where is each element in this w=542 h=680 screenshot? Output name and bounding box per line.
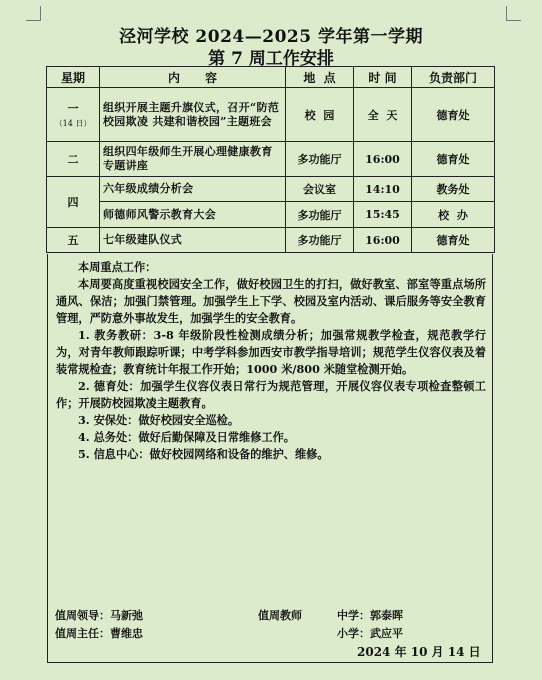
dept-cell: 教务处 xyxy=(412,177,495,202)
time-cell: 全 天 xyxy=(354,88,412,142)
dept-cell: 德育处 xyxy=(412,88,495,142)
col-header-day: 星期 xyxy=(47,67,100,88)
table-row xyxy=(47,228,495,253)
notes-item: 5. 信息中心：做好校园网络和设备的维护、维修。 xyxy=(78,447,329,461)
table-header-row xyxy=(47,67,495,88)
time-cell: 14:10 xyxy=(354,177,412,202)
document-title: 泾河学校 2024—2025 学年第一学期 xyxy=(119,27,423,47)
duty-teacher-middle: 中学：郭泰晖 xyxy=(337,609,403,622)
crop-mark-top-right xyxy=(506,6,521,21)
notes-item: 3. 安保处：做好校园安全巡检。 xyxy=(78,413,240,427)
notes-intro: 本周要高度重视校园安全工作，做好校园卫生的打扫，做好教室、部室等重点场所通风、保洁；加强门禁管理。加强学生上下学、校园及室内活动、课后服务等安全教育管理，严防意外事故发生，加强学生的安全教育。 xyxy=(56,277,486,325)
notes-heading: 本周重点工作： xyxy=(78,260,157,274)
col-header-place: 地 点 xyxy=(286,67,354,88)
document-date: 2024 年 10 月 14 日 xyxy=(357,645,481,659)
day-cell: 四 xyxy=(47,177,100,228)
place-cell: 多功能厅 xyxy=(286,202,354,228)
duty-teacher-primary: 小学：武应平 xyxy=(337,627,403,640)
place-cell: 会议室 xyxy=(286,177,354,202)
content-cell: 六年级成绩分析会 xyxy=(100,177,286,202)
day-cell xyxy=(47,88,100,142)
dept-cell: 德育处 xyxy=(412,142,495,177)
content-cell: 师德师风警示教育大会 xyxy=(100,202,286,228)
col-header-time: 时 间 xyxy=(354,67,412,88)
document-subtitle: 第 7 周工作安排 xyxy=(208,49,334,69)
crop-mark-top-left xyxy=(26,6,41,21)
weekly-notes xyxy=(47,254,493,663)
duty-leader: 值周领导：马新弛 xyxy=(55,609,143,622)
place-cell: 多功能厅 xyxy=(286,142,354,177)
table-row xyxy=(47,88,495,142)
col-header-dept: 负责部门 xyxy=(412,67,495,88)
dept-cell: 校 办 xyxy=(412,202,495,228)
day-cell: 二 xyxy=(47,142,100,177)
notes-item: 4. 总务处：做好后勤保障及日常维修工作。 xyxy=(78,430,295,444)
notes-item: 2. 德育处：加强学生仪容仪表日常行为规范管理，开展仪容仪表专项检查整顿工作；开展防校园欺凌主题教育。 xyxy=(56,379,486,410)
day-note: （14 日） xyxy=(54,119,92,128)
content-cell: 组织四年级师生开展心理健康教育专题讲座 xyxy=(100,142,286,177)
day-cell: 五 xyxy=(47,228,100,253)
time-cell: 16:00 xyxy=(354,142,412,177)
time-cell: 16:00 xyxy=(354,228,412,253)
day-label: 一 xyxy=(67,102,79,115)
schedule-table xyxy=(46,66,495,253)
notes-item: 1. 教务教研：3-8 年级阶段性检测成绩分析；加强常规教学检查，规范教学行为，对青年教师跟踪听课；中考学科参加西安市教学指导培训；规范学生仪容仪表及着装常规检查；教育统计年报工作开始；1000 米/800 米随堂检测开始。 xyxy=(56,328,486,376)
place-cell: 校 园 xyxy=(286,88,354,142)
table-row xyxy=(47,202,495,228)
table-row xyxy=(47,142,495,177)
content-cell: 组织开展主题升旗仪式，召开“防范校园欺凌 共建和谐校园”主题班会 xyxy=(100,88,286,142)
duty-director: 值周主任：曹维忠 xyxy=(55,627,143,640)
time-cell: 15:45 xyxy=(354,202,412,228)
content-cell: 七年级建队仪式 xyxy=(100,228,286,253)
table-row xyxy=(47,177,495,202)
place-cell: 多功能厅 xyxy=(286,228,354,253)
dept-cell: 德育处 xyxy=(412,228,495,253)
col-header-content: 内 容 xyxy=(100,67,286,88)
duty-teacher-label: 值周教师 xyxy=(258,609,302,622)
